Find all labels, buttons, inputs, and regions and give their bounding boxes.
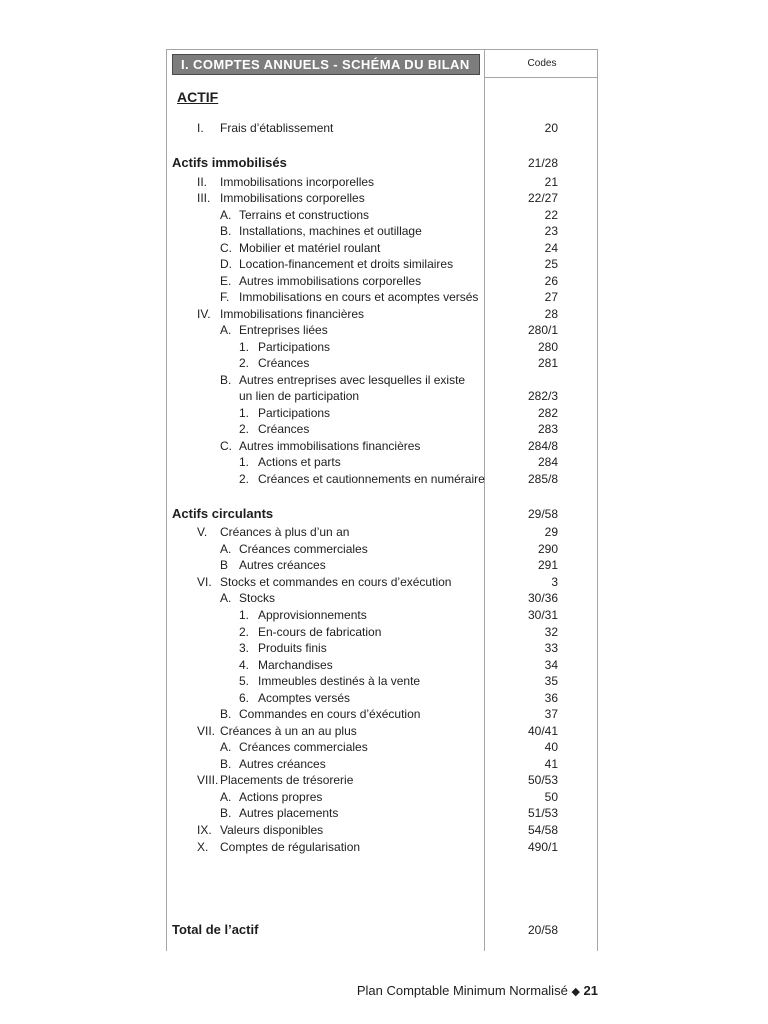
row-label: Valeurs disponibles	[220, 823, 324, 837]
table-row	[0, 590, 768, 606]
row-number: B.	[220, 373, 232, 387]
row-code: 50/53	[527, 773, 558, 787]
row-number: VIII.	[197, 773, 219, 787]
row-code: 291	[537, 558, 558, 572]
row-label: Créances commerciales	[239, 542, 368, 556]
row-number: 2.	[239, 356, 250, 370]
row-label: Location-financement et droits similaires	[239, 257, 454, 271]
row-label: Actifs immobilisés	[172, 155, 287, 170]
table-row	[0, 657, 768, 673]
row-number: A.	[220, 740, 232, 754]
row-label: Acomptes versés	[258, 691, 351, 705]
codes-column-header: Codes	[527, 58, 557, 69]
diamond-icon: ◆	[571, 986, 580, 998]
row-code: 26	[544, 274, 558, 288]
row-number: 3.	[239, 641, 250, 655]
row-code: 290	[537, 542, 558, 556]
row-label: Total de l’actif	[172, 922, 259, 937]
row-label: Produits finis	[258, 641, 327, 655]
table-row	[0, 471, 768, 487]
row-code: 34	[544, 658, 558, 672]
top-border	[166, 49, 598, 50]
row-label: Actions et parts	[258, 455, 341, 469]
row-label: Immobilisations corporelles	[220, 191, 365, 205]
row-number: B.	[220, 707, 232, 721]
row-code: 284	[537, 455, 558, 469]
row-label: Comptes de régularisation	[220, 840, 361, 854]
row-label: Autres créances	[239, 757, 326, 771]
row-number: A.	[220, 542, 232, 556]
table-row	[0, 273, 768, 289]
table-row	[0, 438, 768, 454]
table-row	[0, 723, 768, 739]
row-number: C.	[220, 439, 232, 453]
row-number: 5.	[239, 674, 250, 688]
table-row	[0, 207, 768, 223]
row-number: C.	[220, 241, 232, 255]
row-label: Actifs circulants	[172, 506, 274, 521]
row-number: A.	[220, 790, 232, 804]
table-row	[0, 240, 768, 256]
row-number: F.	[220, 290, 230, 304]
section-heading-row	[0, 155, 768, 171]
row-label: Stocks	[239, 591, 276, 605]
table-row	[0, 574, 768, 590]
row-code: 29/58	[527, 507, 558, 521]
row-code: 33	[544, 641, 558, 655]
table-row	[0, 388, 768, 404]
row-code: 29	[544, 525, 558, 539]
table-row	[0, 339, 768, 355]
row-number: V.	[197, 525, 208, 539]
row-label: Approvisionnements	[258, 608, 367, 622]
row-number: A.	[220, 208, 232, 222]
page-footer	[357, 983, 598, 998]
row-code: 40	[544, 740, 558, 754]
row-label: Immobilisations en cours et acomptes versés	[239, 290, 479, 304]
row-code: 35	[544, 674, 558, 688]
row-label: Créances à un an au plus	[220, 724, 357, 738]
row-number: I.	[197, 121, 204, 135]
row-number: II.	[197, 175, 208, 189]
row-code: 280	[537, 340, 558, 354]
row-label: Installations, machines et outillage	[239, 224, 422, 238]
row-number: VII.	[197, 724, 216, 738]
row-code: 51/53	[527, 806, 558, 820]
table-row	[0, 805, 768, 821]
row-number: 2.	[239, 422, 250, 436]
table-row	[0, 772, 768, 788]
table-row	[0, 690, 768, 706]
row-label: Créances	[258, 422, 310, 436]
table-row	[0, 541, 768, 557]
row-number: IV.	[197, 307, 211, 321]
row-code: 21/28	[527, 156, 558, 170]
row-label: Créances commerciales	[239, 740, 368, 754]
row-number: A.	[220, 323, 232, 337]
table-row	[0, 223, 768, 239]
row-number: B.	[220, 806, 232, 820]
row-number: 1.	[239, 455, 250, 469]
row-label: Créances	[258, 356, 310, 370]
row-label: Stocks et commandes en cours d’exécution	[220, 575, 452, 589]
row-label: Frais d’établissement	[220, 121, 334, 135]
row-label: Participations	[258, 406, 331, 420]
row-code: 20	[544, 121, 558, 135]
row-code: 25	[544, 257, 558, 271]
table-row	[0, 355, 768, 371]
page-number: 21	[583, 983, 598, 998]
row-code: 23	[544, 224, 558, 238]
row-label: Créances à plus d’un an	[220, 525, 350, 539]
table-row	[0, 789, 768, 805]
row-number: B.	[220, 224, 232, 238]
row-number: 6.	[239, 691, 250, 705]
row-code: 37	[544, 707, 558, 721]
table-row	[0, 174, 768, 190]
table-row	[0, 607, 768, 623]
codes-header-underline	[484, 77, 598, 78]
table-row	[0, 756, 768, 772]
row-code: 27	[544, 290, 558, 304]
row-label: Commandes en cours d’éxécution	[239, 707, 421, 721]
table-row	[0, 454, 768, 470]
row-code: 281	[537, 356, 558, 370]
table-row	[0, 640, 768, 656]
row-code: 36	[544, 691, 558, 705]
row-number: E.	[220, 274, 232, 288]
row-label: Marchandises	[258, 658, 333, 672]
row-code: 41	[544, 757, 558, 771]
row-code: 3	[551, 575, 558, 589]
row-label: Entreprises liées	[239, 323, 328, 337]
row-number: IX.	[197, 823, 212, 837]
table-row	[0, 706, 768, 722]
row-number: B	[220, 558, 229, 572]
section-heading: ACTIF	[177, 89, 219, 105]
table-row	[0, 822, 768, 838]
row-code: 283	[537, 422, 558, 436]
row-label: Immeubles destinés à la vente	[258, 674, 421, 688]
row-label: En-cours de fabrication	[258, 625, 382, 639]
row-number: 1.	[239, 406, 250, 420]
row-number: D.	[220, 257, 232, 271]
row-code: 284/8	[527, 439, 558, 453]
row-code: 40/41	[527, 724, 558, 738]
row-label: Immobilisations financières	[220, 307, 365, 321]
table-row	[0, 306, 768, 322]
row-code: 54/58	[527, 823, 558, 837]
row-number: 2.	[239, 472, 250, 486]
row-code: 28	[544, 307, 558, 321]
table-row	[0, 421, 768, 437]
table-row	[0, 190, 768, 206]
footer-text: Plan Comptable Minimum Normalisé	[356, 983, 568, 998]
page-title: I. COMPTES ANNUELS - SCHÉMA DU BILAN	[172, 54, 480, 75]
row-number: 2.	[239, 625, 250, 639]
section-heading-row	[0, 506, 768, 522]
row-label: Immobilisations incorporelles	[220, 175, 375, 189]
table-row	[0, 372, 768, 388]
table-row	[0, 289, 768, 305]
table-row	[0, 405, 768, 421]
row-code: 282	[537, 406, 558, 420]
row-label: Créances et cautionnements en numéraire	[258, 472, 485, 486]
row-label: Mobilier et matériel roulant	[239, 241, 381, 255]
row-code: 490/1	[527, 840, 558, 854]
row-code: 22	[544, 208, 558, 222]
row-code: 280/1	[527, 323, 558, 337]
row-number: 1.	[239, 340, 250, 354]
row-label: Autres placements	[239, 806, 339, 820]
row-label: Autres immobilisations financières	[239, 439, 421, 453]
row-label: Actions propres	[239, 790, 323, 804]
row-code: 24	[544, 241, 558, 255]
table-row	[0, 624, 768, 640]
row-code: 21	[544, 175, 558, 189]
row-code: 30/36	[527, 591, 558, 605]
row-label: Autres créances	[239, 558, 326, 572]
row-code: 50	[544, 790, 558, 804]
row-code: 20/58	[527, 923, 558, 937]
row-code: 282/3	[527, 389, 558, 403]
row-number: III.	[197, 191, 211, 205]
table-row	[0, 839, 768, 855]
section-heading-row	[0, 922, 768, 938]
row-number: X.	[197, 840, 209, 854]
row-number: 4.	[239, 658, 250, 672]
row-code: 32	[544, 625, 558, 639]
row-label: Autres entreprises avec lesquelles il existe	[239, 373, 466, 387]
row-label: Terrains et constructions	[239, 208, 370, 222]
table-row	[0, 524, 768, 540]
table-row	[0, 322, 768, 338]
table-row	[0, 673, 768, 689]
row-label: Participations	[258, 340, 331, 354]
row-label: un lien de participation	[239, 389, 360, 403]
row-number: 1.	[239, 608, 250, 622]
row-label: Placements de trésorerie	[220, 773, 354, 787]
table-row	[0, 120, 768, 136]
table-row	[0, 739, 768, 755]
row-code: 22/27	[527, 191, 558, 205]
row-number: VI.	[197, 575, 212, 589]
row-code: 30/31	[527, 608, 558, 622]
row-number: B.	[220, 757, 232, 771]
table-row	[0, 557, 768, 573]
row-number: A.	[220, 591, 232, 605]
row-label: Autres immobilisations corporelles	[239, 274, 422, 288]
row-code: 285/8	[527, 472, 558, 486]
table-row	[0, 256, 768, 272]
